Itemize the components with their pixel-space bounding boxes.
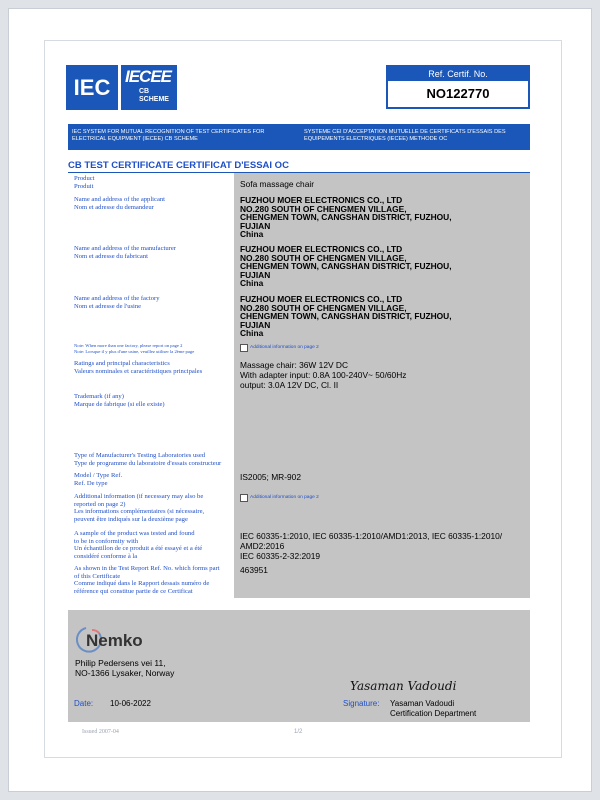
model-label: [74, 472, 232, 487]
line: NO.280 SOUTH OF CHENGMEN VILLAGE,: [240, 252, 407, 263]
line: output: 3.0A 12V DC, Cl. II: [240, 380, 339, 390]
label-fr: Ref. De type: [74, 479, 108, 487]
label-en: Name and address of the manufacturer: [74, 245, 176, 252]
banner-en: IEC SYSTEM FOR MUTUAL RECOGNITION OF TEST CERTIFICATES FOR ELECTRICAL EQUIPMENT (IECEE) CB SCHEME: [72, 129, 265, 142]
label-fr: Nom et adresse du fabricant: [74, 252, 148, 260]
line: Comme indiqué dans le Rapport dessais numéro de: [74, 580, 210, 587]
model-value: IS2005; MR-902: [240, 472, 301, 482]
logos: [66, 65, 176, 110]
testing-lab-label: [74, 452, 232, 467]
label-fr: Marque de fabrique (si elle existe): [74, 400, 165, 408]
signer: [390, 699, 476, 719]
ratings-label: [74, 360, 232, 375]
test-report-value: 463951: [240, 565, 268, 575]
label-fr: Nom et adresse du demandeur: [74, 203, 154, 211]
factory-note: [74, 343, 232, 354]
factory-label: [74, 295, 232, 310]
signature-image: [348, 674, 468, 696]
applicant-label: [74, 196, 232, 211]
line: to be in conformity with: [74, 537, 139, 545]
address-line: NO-1366 Lysaker, Norway: [75, 668, 175, 678]
line: AMD2:2016: [240, 541, 285, 551]
label-fr: Type de programme du laboratoire d'essais constructeur: [74, 459, 222, 467]
certificate-title: CB TEST CERTIFICATE CERTIFICAT D'ESSAI OC: [68, 160, 289, 171]
issuer-address: [75, 658, 174, 678]
note-fr: Note: Lorsque il y plus d'une usine, veuillez utiliser la 2ème page: [74, 348, 195, 354]
line: FUZHOU MOER ELECTRONICS CO., LTD: [240, 244, 403, 254]
label-en: Model / Type Ref.: [74, 472, 123, 479]
label-en: Name and address of the factory: [74, 295, 160, 302]
ref-label: Ref. Certif. No.: [388, 67, 528, 81]
iecee-logo-sub: [139, 88, 169, 104]
line: référence qui constitue partie de ce Certificat: [74, 587, 193, 595]
line: China: [240, 229, 264, 240]
factory-value: [240, 295, 528, 338]
nemko-logo-text: Nemko: [86, 631, 143, 650]
line: Un échantillon de ce produit a été essayé et a été: [74, 545, 203, 552]
line: China: [240, 328, 264, 339]
line: FUJIAN: [240, 220, 271, 231]
address-line: Philip Pedersens vei 11,: [75, 658, 166, 668]
manufacturer-value: [240, 245, 528, 288]
line: As shown in the Test Report Ref. No. which forms part: [74, 565, 220, 572]
line: peuvent être indiqués sur la deuxième page: [74, 515, 188, 523]
issued-date: Issued 2007-04: [82, 729, 119, 735]
line: CHENGMEN TOWN, CANGSHAN DISTRICT, FUZHOU,: [240, 212, 452, 223]
ref-number: NO122770: [426, 86, 490, 101]
scheme-banner: [68, 124, 530, 150]
signer-department: Certification Department: [390, 709, 477, 718]
applicant-value: [240, 196, 528, 239]
label-fr: Valeurs nominales et caractéristiques principales: [74, 367, 203, 375]
additional-info-label: [74, 493, 232, 523]
line: IEC 60335-2-32:2019: [240, 551, 321, 561]
iecee-sub-cb: CB: [139, 88, 150, 95]
iecee-logo: [121, 65, 177, 110]
line: NO.280 SOUTH OF CHENGMEN VILLAGE,: [240, 302, 407, 313]
trademark-label: [74, 393, 232, 408]
line: CHENGMEN TOWN, CANGSHAN DISTRICT, FUZHOU,: [240, 261, 452, 272]
ref-certif-box: [386, 65, 530, 109]
note-en: Note: When more than one factory, please report on page 2: [74, 343, 183, 348]
signature-script: Yasaman Vadoudi: [350, 679, 457, 693]
factory-additional-checkbox[interactable]: [240, 344, 248, 352]
label-fr: Nom et adresse de l'usine: [74, 302, 142, 310]
line: FUZHOU MOER ELECTRONICS CO., LTD: [240, 195, 403, 205]
test-report-label: [74, 565, 232, 595]
iec-logo: IEC: [66, 65, 118, 110]
line: FUJIAN: [240, 269, 271, 280]
signature-label: Signature:: [343, 699, 380, 708]
line: CHENGMEN TOWN, CANGSHAN DISTRICT, FUZHOU,: [240, 311, 452, 322]
line: Les informations complémentaires (si nécessaire,: [74, 508, 205, 515]
line: With adapter input: 0.8A 100-240V~ 50/60Hz: [240, 370, 407, 380]
date-label: Date:: [74, 699, 94, 708]
signer-name: Yasaman Vadoudi: [390, 699, 455, 708]
label-fr: Produit: [74, 182, 94, 190]
line: Massage chair: 36W 12V DC: [240, 360, 348, 370]
page-number: 1/2: [294, 729, 303, 735]
product-value: Sofa massage chair: [240, 179, 315, 189]
line: NO.280 SOUTH OF CHENGMEN VILLAGE,: [240, 203, 407, 214]
line: FUJIAN: [240, 319, 271, 330]
additional-info-checkbox[interactable]: [240, 494, 248, 502]
additional-info-checkbox-label: Additional information on page 2: [250, 495, 319, 500]
iecee-sub-scheme: SCHEME: [139, 96, 169, 103]
line: A sample of the product was tested and found: [74, 530, 195, 537]
line: IEC 60335-1:2010, IEC 60335-1:2010/AMD1:2013, IEC 60335-1:2010/: [240, 531, 503, 541]
label-en: Type of Manufacturer's Testing Laboratories used: [74, 452, 206, 459]
banner-fr: SYSTEME CEI D'ACCEPTATION MUTUELLE DE CERTIFICATS D'ESSAIS DES EQUIPEMENTS ELECTRIQUES (IECEE) METHODE OC: [304, 129, 506, 142]
line: FUZHOU MOER ELECTRONICS CO., LTD: [240, 294, 403, 304]
manufacturer-label: [74, 245, 232, 260]
conformity-value: [240, 531, 528, 561]
line: of this Certificate: [74, 572, 121, 580]
label-en: Ratings and principal characteristics: [74, 360, 170, 367]
nemko-logo: [72, 624, 162, 654]
iecee-logo-text: IECEE: [125, 67, 172, 86]
label-en: Name and address of the applicant: [74, 196, 165, 203]
line: Additional information (if necessary may also be: [74, 493, 204, 500]
product-label: [74, 175, 232, 190]
ratings-value: [240, 360, 528, 390]
label-en: Trademark (if any): [74, 393, 124, 400]
line: reported on page 2): [74, 500, 126, 508]
line: considéré conforme à la: [74, 552, 138, 560]
conformity-label: [74, 530, 232, 560]
date-value: 10-06-2022: [110, 699, 151, 708]
line: China: [240, 278, 264, 289]
label-en: Product: [74, 175, 95, 182]
factory-additional-label: Additional information on page 2: [250, 345, 319, 350]
